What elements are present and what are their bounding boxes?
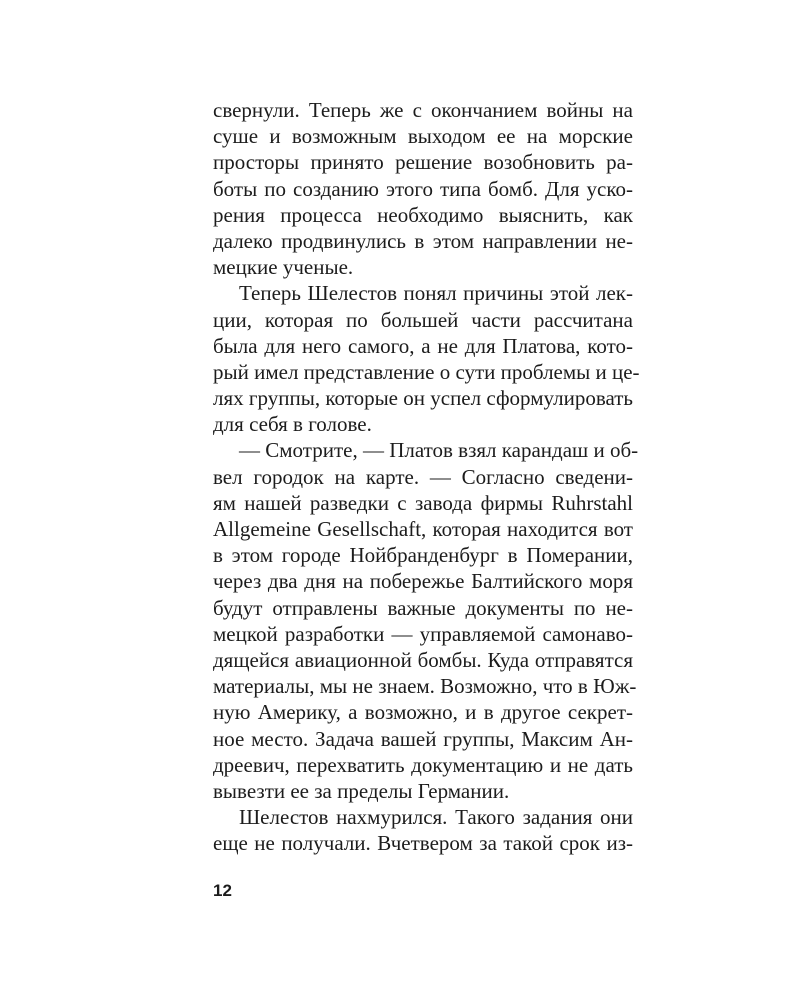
text-line: мецкой разработки — управляемой самонаво- (213, 621, 633, 646)
text-line: материалы, мы не знаем. Возможно, что в Юж- (213, 674, 637, 699)
page-number: 12 (213, 881, 232, 900)
text-line: рения процесса необходимо выяснить, как (213, 202, 633, 227)
text-line: была для него самого, а не для Платова, кото- (213, 333, 633, 358)
text-line: просторы принято решение возобновить ра- (213, 150, 633, 175)
text-line: Шелестов нахмурился. Такого задания они (239, 805, 633, 830)
text-line: свернули. Теперь же с окончанием войны на (213, 98, 633, 122)
text-line: боты по созданию этого типа бомб. Для уско- (213, 176, 633, 201)
text-line: ям нашей разведки с завода фирмы Ruhrstahl (213, 490, 633, 515)
text-line: через два дня на побережье Балтийского моря (213, 569, 633, 594)
text-line: ное место. Задача вашей группы, Максим Ан- (213, 726, 633, 751)
text-line: для себя в голове. (213, 412, 372, 437)
text-line: в этом городе Нойбранденбург в Померании, (213, 543, 633, 568)
body-text (213, 97, 640, 856)
text-line: дреевич, перехватить документацию и не дать (213, 752, 633, 777)
text-line: мецкие ученые. (213, 255, 354, 280)
text-line: лях группы, которые он успел сформулировать (213, 386, 633, 411)
text-line: будут отправлены важные документы по не- (213, 595, 633, 620)
text-line: ции, которая по большей части рассчитана (213, 307, 633, 332)
text-line: далеко продвинулись в этом направлении не- (213, 228, 633, 253)
text-line: — Смотрите, — Платов взял карандаш и об- (239, 438, 639, 463)
text-line: Теперь Шелестов понял причины этой лек- (239, 281, 633, 306)
text-line: рый имел представление о сути проблемы и це- (213, 359, 640, 384)
text-line: суше и возможным выходом ее на морские (213, 124, 633, 149)
text-line: ную Америку, а возможно, и в другое секрет- (213, 700, 633, 725)
text-line: Allgemeine Gesellschaft, которая находится вот (213, 517, 633, 541)
text-line: вел городок на карте. — Согласно сведени- (213, 464, 633, 489)
text-line: дящейся авиационной бомбы. Куда отправятся (213, 647, 633, 672)
text-line: еще не получали. Вчетвером за такой срок из- (213, 831, 633, 856)
text-line: вывезти ее за пределы Германии. (213, 778, 510, 803)
